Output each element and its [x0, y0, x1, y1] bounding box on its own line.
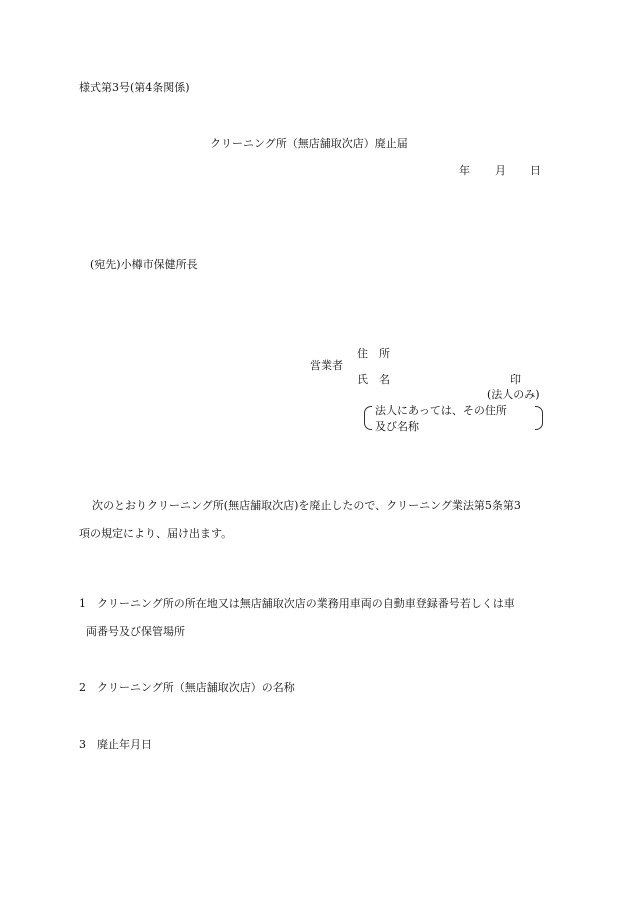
addressee: (宛先)小樽市保健所長: [90, 258, 198, 271]
date-day: 日: [530, 164, 541, 177]
corp-note-line2: 及び名称: [375, 420, 419, 433]
corp-note-left-bracket: [364, 406, 372, 430]
corp-note-right-bracket: [535, 406, 543, 430]
date-year: 年: [459, 164, 470, 177]
body-line-2: 項の規定により、届け出ます。: [79, 527, 233, 540]
body-line-1: 次のとおりクリーニング所(無店舗取次店)を廃止したので、クリーニング業法第5条第3: [92, 499, 521, 512]
item-text: 廃止年月日: [97, 738, 152, 751]
item-number: 2: [79, 681, 86, 694]
document-title: クリーニング所（無店舗取次店）廃止届: [210, 137, 408, 150]
date-month: 月: [495, 164, 506, 177]
name-label: 氏 名: [357, 373, 390, 386]
item-number: 1: [79, 597, 86, 610]
operator-label: 営業者: [310, 359, 343, 372]
item-text: クリーニング所（無店舗取次店）の名称: [97, 681, 295, 694]
item-number: 3: [79, 738, 86, 751]
seal-mark: 印: [510, 373, 521, 386]
item-text-continued: 両番号及び保管場所: [86, 625, 185, 638]
seal-note: (法人のみ): [487, 388, 540, 401]
form-number: 様式第3号(第4条関係): [79, 81, 190, 94]
item-text: クリーニング所の所在地又は無店舗取次店の業務用車両の自動車登録番号若しくは車: [97, 597, 515, 610]
corp-note-line1: 法人にあっては、その住所: [375, 404, 507, 417]
address-label: 住 所: [357, 347, 390, 360]
